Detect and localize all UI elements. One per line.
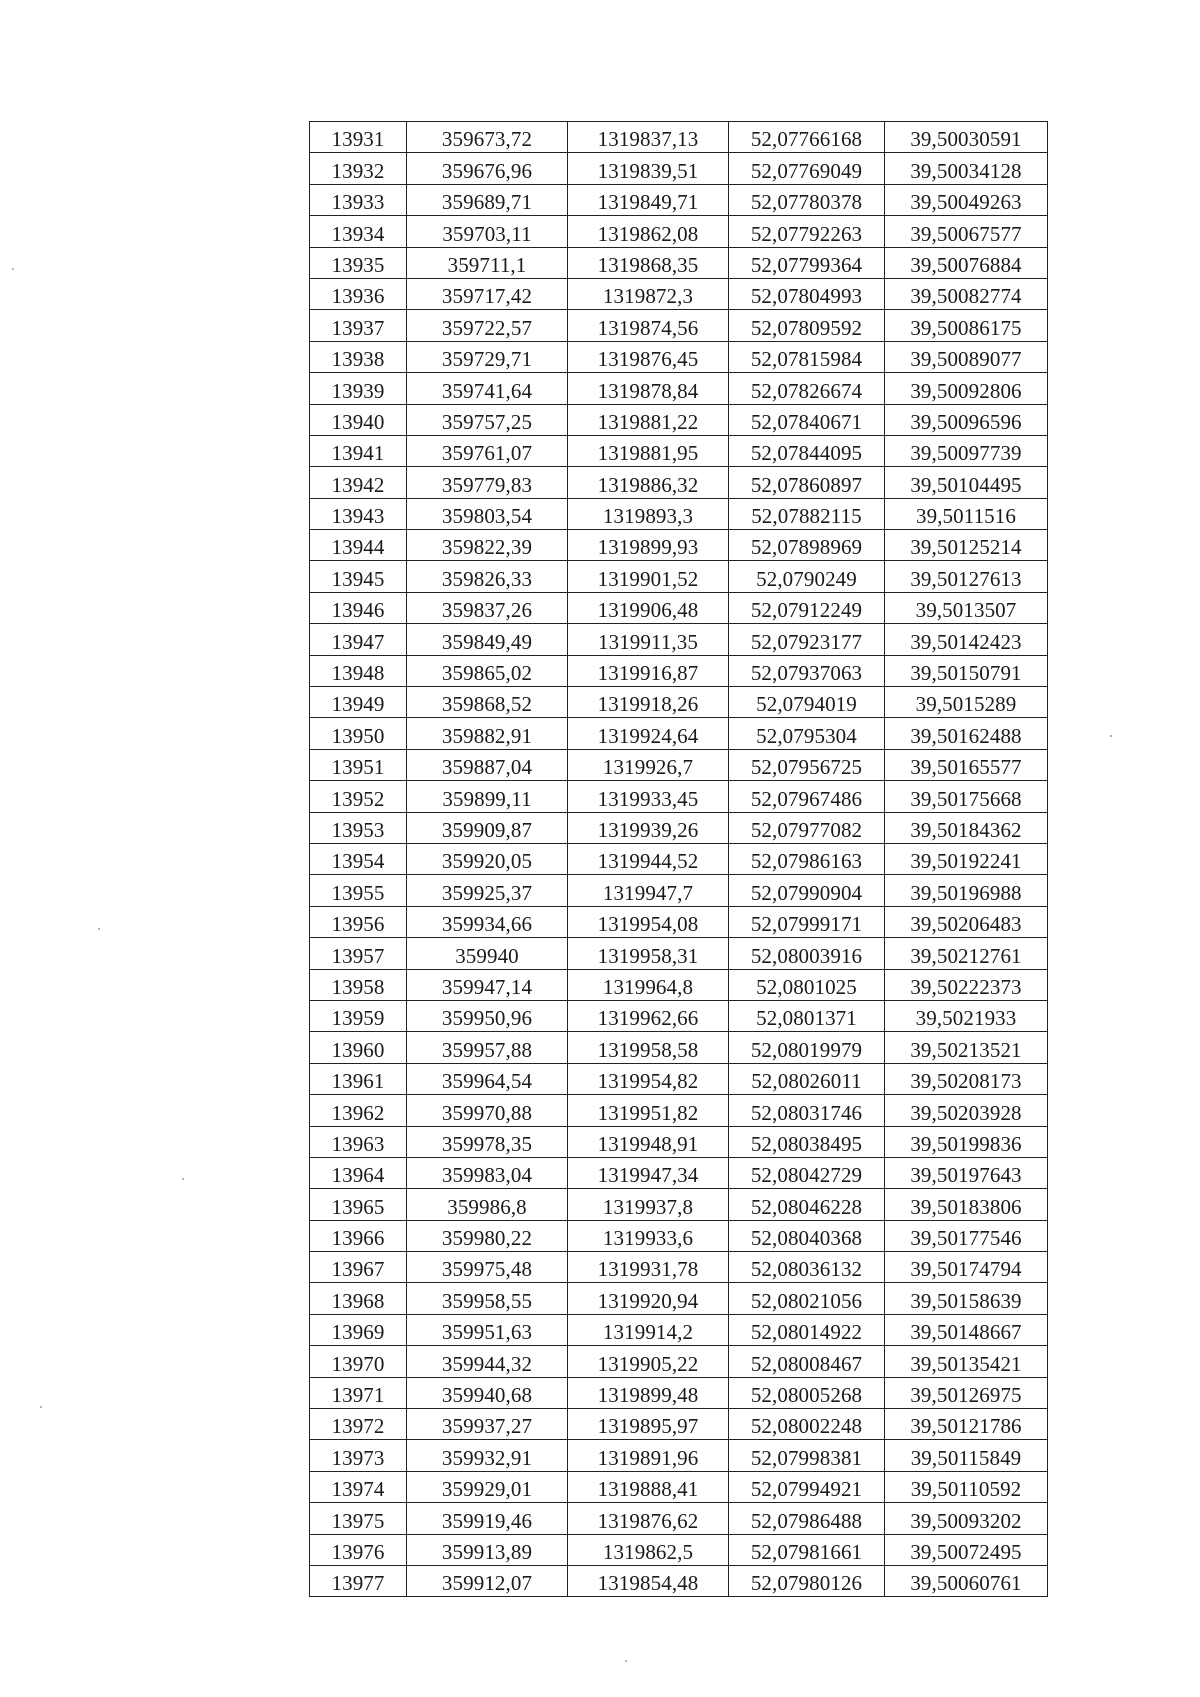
table-row (310, 1000, 1048, 1031)
scan-speck (98, 928, 100, 930)
table-row (310, 184, 1048, 215)
latitude-cell: 52,07882115 (729, 498, 885, 529)
table-row (310, 1503, 1048, 1534)
table-row (310, 592, 1048, 623)
table-row (310, 435, 1048, 466)
latitude-cell: 52,0794019 (729, 687, 885, 718)
latitude-cell: 52,07998381 (729, 1440, 885, 1471)
table-row (310, 1157, 1048, 1188)
x-coordinate-cell: 359849,49 (407, 624, 568, 655)
point-number-cell: 13936 (310, 278, 407, 309)
point-number-cell: 13975 (310, 1503, 407, 1534)
point-number-cell: 13970 (310, 1346, 407, 1377)
y-coordinate-cell: 1319962,66 (568, 1000, 729, 1031)
x-coordinate-cell: 359837,26 (407, 592, 568, 623)
x-coordinate-cell: 359978,35 (407, 1126, 568, 1157)
table-row (310, 1126, 1048, 1157)
y-coordinate-cell: 1319849,71 (568, 184, 729, 215)
longitude-cell: 39,50158639 (885, 1283, 1048, 1314)
point-number-cell: 13961 (310, 1063, 407, 1094)
longitude-cell: 39,50086175 (885, 310, 1048, 341)
latitude-cell: 52,08031746 (729, 1095, 885, 1126)
longitude-cell: 39,50125214 (885, 530, 1048, 561)
table-row (310, 1440, 1048, 1471)
longitude-cell: 39,50222373 (885, 969, 1048, 1000)
table-row (310, 906, 1048, 937)
y-coordinate-cell: 1319886,32 (568, 467, 729, 498)
y-coordinate-cell: 1319951,82 (568, 1095, 729, 1126)
y-coordinate-cell: 1319914,2 (568, 1314, 729, 1345)
y-coordinate-cell: 1319958,58 (568, 1032, 729, 1063)
longitude-cell: 39,50175668 (885, 781, 1048, 812)
scan-speck (40, 1406, 42, 1408)
point-number-cell: 13950 (310, 718, 407, 749)
x-coordinate-cell: 359676,96 (407, 153, 568, 184)
x-coordinate-cell: 359940,68 (407, 1377, 568, 1408)
point-number-cell: 13944 (310, 530, 407, 561)
y-coordinate-cell: 1319958,31 (568, 938, 729, 969)
point-number-cell: 13956 (310, 906, 407, 937)
x-coordinate-cell: 359951,63 (407, 1314, 568, 1345)
x-coordinate-cell: 359920,05 (407, 843, 568, 874)
x-coordinate-cell: 359980,22 (407, 1220, 568, 1251)
longitude-cell: 39,5013507 (885, 592, 1048, 623)
latitude-cell: 52,07898969 (729, 530, 885, 561)
x-coordinate-cell: 359925,37 (407, 875, 568, 906)
x-coordinate-cell: 359937,27 (407, 1409, 568, 1440)
latitude-cell: 52,07912249 (729, 592, 885, 623)
latitude-cell: 52,08038495 (729, 1126, 885, 1157)
point-number-cell: 13948 (310, 655, 407, 686)
latitude-cell: 52,07937063 (729, 655, 885, 686)
x-coordinate-cell: 359950,96 (407, 1000, 568, 1031)
table-row (310, 1565, 1048, 1596)
latitude-cell: 52,07923177 (729, 624, 885, 655)
x-coordinate-cell: 359929,01 (407, 1471, 568, 1502)
point-number-cell: 13972 (310, 1409, 407, 1440)
point-number-cell: 13947 (310, 624, 407, 655)
table-row (310, 812, 1048, 843)
x-coordinate-cell: 359983,04 (407, 1157, 568, 1188)
point-number-cell: 13938 (310, 341, 407, 372)
y-coordinate-cell: 1319954,82 (568, 1063, 729, 1094)
x-coordinate-cell: 359912,07 (407, 1565, 568, 1596)
x-coordinate-cell: 359932,91 (407, 1440, 568, 1471)
y-coordinate-cell: 1319872,3 (568, 278, 729, 309)
latitude-cell: 52,07792263 (729, 216, 885, 247)
table-row (310, 1471, 1048, 1502)
latitude-cell: 52,07804993 (729, 278, 885, 309)
x-coordinate-cell: 359865,02 (407, 655, 568, 686)
point-number-cell: 13966 (310, 1220, 407, 1251)
x-coordinate-cell: 359741,64 (407, 373, 568, 404)
table-row (310, 1220, 1048, 1251)
latitude-cell: 52,0801025 (729, 969, 885, 1000)
longitude-cell: 39,50135421 (885, 1346, 1048, 1377)
point-number-cell: 13977 (310, 1565, 407, 1596)
longitude-cell: 39,50049263 (885, 184, 1048, 215)
point-number-cell: 13943 (310, 498, 407, 529)
point-number-cell: 13969 (310, 1314, 407, 1345)
x-coordinate-cell: 359940 (407, 938, 568, 969)
longitude-cell: 39,50148667 (885, 1314, 1048, 1345)
longitude-cell: 39,50067577 (885, 216, 1048, 247)
point-number-cell: 13974 (310, 1471, 407, 1502)
x-coordinate-cell: 359919,46 (407, 1503, 568, 1534)
point-number-cell: 13958 (310, 969, 407, 1000)
longitude-cell: 39,50104495 (885, 467, 1048, 498)
table-row (310, 718, 1048, 749)
latitude-cell: 52,07977082 (729, 812, 885, 843)
y-coordinate-cell: 1319839,51 (568, 153, 729, 184)
table-row (310, 1095, 1048, 1126)
y-coordinate-cell: 1319893,3 (568, 498, 729, 529)
point-number-cell: 13932 (310, 153, 407, 184)
longitude-cell: 39,50197643 (885, 1157, 1048, 1188)
longitude-cell: 39,50092806 (885, 373, 1048, 404)
latitude-cell: 52,08002248 (729, 1409, 885, 1440)
x-coordinate-cell: 359882,91 (407, 718, 568, 749)
table-row (310, 749, 1048, 780)
x-coordinate-cell: 359717,42 (407, 278, 568, 309)
x-coordinate-cell: 359868,52 (407, 687, 568, 718)
table-row (310, 1314, 1048, 1345)
x-coordinate-cell: 359958,55 (407, 1283, 568, 1314)
longitude-cell: 39,50034128 (885, 153, 1048, 184)
scan-speck (182, 1178, 184, 1180)
latitude-cell: 52,07981661 (729, 1534, 885, 1565)
y-coordinate-cell: 1319944,52 (568, 843, 729, 874)
latitude-cell: 52,07780378 (729, 184, 885, 215)
longitude-cell: 39,50126975 (885, 1377, 1048, 1408)
point-number-cell: 13976 (310, 1534, 407, 1565)
point-number-cell: 13965 (310, 1189, 407, 1220)
table-row (310, 1283, 1048, 1314)
latitude-cell: 52,07999171 (729, 906, 885, 937)
y-coordinate-cell: 1319901,52 (568, 561, 729, 592)
point-number-cell: 13955 (310, 875, 407, 906)
latitude-cell: 52,07990904 (729, 875, 885, 906)
latitude-cell: 52,08019979 (729, 1032, 885, 1063)
table-row (310, 843, 1048, 874)
x-coordinate-cell: 359729,71 (407, 341, 568, 372)
x-coordinate-cell: 359757,25 (407, 404, 568, 435)
y-coordinate-cell: 1319888,41 (568, 1471, 729, 1502)
point-number-cell: 13954 (310, 843, 407, 874)
point-number-cell: 13967 (310, 1252, 407, 1283)
latitude-cell: 52,08026011 (729, 1063, 885, 1094)
table-row (310, 1534, 1048, 1565)
table-row (310, 561, 1048, 592)
latitude-cell: 52,07980126 (729, 1565, 885, 1596)
point-number-cell: 13971 (310, 1377, 407, 1408)
x-coordinate-cell: 359913,89 (407, 1534, 568, 1565)
x-coordinate-cell: 359673,72 (407, 122, 568, 153)
y-coordinate-cell: 1319954,08 (568, 906, 729, 937)
point-number-cell: 13952 (310, 781, 407, 812)
table-row (310, 1377, 1048, 1408)
y-coordinate-cell: 1319905,22 (568, 1346, 729, 1377)
point-number-cell: 13963 (310, 1126, 407, 1157)
x-coordinate-cell: 359822,39 (407, 530, 568, 561)
scan-speck (1110, 735, 1112, 737)
latitude-cell: 52,0795304 (729, 718, 885, 749)
point-number-cell: 13934 (310, 216, 407, 247)
table-row (310, 247, 1048, 278)
point-number-cell: 13951 (310, 749, 407, 780)
y-coordinate-cell: 1319878,84 (568, 373, 729, 404)
latitude-cell: 52,07766168 (729, 122, 885, 153)
latitude-cell: 52,07826674 (729, 373, 885, 404)
longitude-cell: 39,50110592 (885, 1471, 1048, 1502)
longitude-cell: 39,50060761 (885, 1565, 1048, 1596)
latitude-cell: 52,07967486 (729, 781, 885, 812)
point-number-cell: 13949 (310, 687, 407, 718)
point-number-cell: 13937 (310, 310, 407, 341)
x-coordinate-cell: 359689,71 (407, 184, 568, 215)
longitude-cell: 39,50115849 (885, 1440, 1048, 1471)
table-row (310, 1189, 1048, 1220)
latitude-cell: 52,08046228 (729, 1189, 885, 1220)
y-coordinate-cell: 1319906,48 (568, 592, 729, 623)
x-coordinate-cell: 359957,88 (407, 1032, 568, 1063)
latitude-cell: 52,08008467 (729, 1346, 885, 1377)
longitude-cell: 39,50212761 (885, 938, 1048, 969)
y-coordinate-cell: 1319899,48 (568, 1377, 729, 1408)
y-coordinate-cell: 1319933,6 (568, 1220, 729, 1251)
table-row (310, 373, 1048, 404)
table-row (310, 1252, 1048, 1283)
y-coordinate-cell: 1319911,35 (568, 624, 729, 655)
x-coordinate-cell: 359986,8 (407, 1189, 568, 1220)
longitude-cell: 39,50121786 (885, 1409, 1048, 1440)
y-coordinate-cell: 1319881,95 (568, 435, 729, 466)
latitude-cell: 52,08005268 (729, 1377, 885, 1408)
y-coordinate-cell: 1319947,34 (568, 1157, 729, 1188)
y-coordinate-cell: 1319933,45 (568, 781, 729, 812)
point-number-cell: 13973 (310, 1440, 407, 1471)
y-coordinate-cell: 1319854,48 (568, 1565, 729, 1596)
y-coordinate-cell: 1319881,22 (568, 404, 729, 435)
longitude-cell: 39,5021933 (885, 1000, 1048, 1031)
x-coordinate-cell: 359761,07 (407, 435, 568, 466)
y-coordinate-cell: 1319948,91 (568, 1126, 729, 1157)
point-number-cell: 13942 (310, 467, 407, 498)
latitude-cell: 52,07986163 (729, 843, 885, 874)
table-row (310, 216, 1048, 247)
x-coordinate-cell: 359975,48 (407, 1252, 568, 1283)
latitude-cell: 52,07815984 (729, 341, 885, 372)
y-coordinate-cell: 1319916,87 (568, 655, 729, 686)
point-number-cell: 13940 (310, 404, 407, 435)
scan-speck (12, 268, 14, 270)
x-coordinate-cell: 359964,54 (407, 1063, 568, 1094)
y-coordinate-cell: 1319837,13 (568, 122, 729, 153)
scan-speck (625, 1660, 627, 1662)
y-coordinate-cell: 1319899,93 (568, 530, 729, 561)
table-row (310, 153, 1048, 184)
y-coordinate-cell: 1319895,97 (568, 1409, 729, 1440)
longitude-cell: 39,50093202 (885, 1503, 1048, 1534)
longitude-cell: 39,50213521 (885, 1032, 1048, 1063)
point-number-cell: 13962 (310, 1095, 407, 1126)
table-row (310, 404, 1048, 435)
y-coordinate-cell: 1319964,8 (568, 969, 729, 1000)
table-row (310, 1409, 1048, 1440)
x-coordinate-cell: 359703,11 (407, 216, 568, 247)
table-row (310, 467, 1048, 498)
latitude-cell: 52,07994921 (729, 1471, 885, 1502)
y-coordinate-cell: 1319868,35 (568, 247, 729, 278)
point-number-cell: 13931 (310, 122, 407, 153)
table-row (310, 341, 1048, 372)
longitude-cell: 39,50142423 (885, 624, 1048, 655)
latitude-cell: 52,07809592 (729, 310, 885, 341)
y-coordinate-cell: 1319918,26 (568, 687, 729, 718)
x-coordinate-cell: 359944,32 (407, 1346, 568, 1377)
latitude-cell: 52,08042729 (729, 1157, 885, 1188)
x-coordinate-cell: 359711,1 (407, 247, 568, 278)
y-coordinate-cell: 1319926,7 (568, 749, 729, 780)
coordinates-table-body (310, 122, 1048, 1597)
longitude-cell: 39,50208173 (885, 1063, 1048, 1094)
point-number-cell: 13939 (310, 373, 407, 404)
y-coordinate-cell: 1319876,45 (568, 341, 729, 372)
longitude-cell: 39,50089077 (885, 341, 1048, 372)
y-coordinate-cell: 1319874,56 (568, 310, 729, 341)
x-coordinate-cell: 359899,11 (407, 781, 568, 812)
x-coordinate-cell: 359970,88 (407, 1095, 568, 1126)
point-number-cell: 13935 (310, 247, 407, 278)
x-coordinate-cell: 359722,57 (407, 310, 568, 341)
y-coordinate-cell: 1319947,7 (568, 875, 729, 906)
y-coordinate-cell: 1319862,08 (568, 216, 729, 247)
y-coordinate-cell: 1319924,64 (568, 718, 729, 749)
x-coordinate-cell: 359826,33 (407, 561, 568, 592)
latitude-cell: 52,07840671 (729, 404, 885, 435)
x-coordinate-cell: 359803,54 (407, 498, 568, 529)
x-coordinate-cell: 359934,66 (407, 906, 568, 937)
longitude-cell: 39,50076884 (885, 247, 1048, 278)
longitude-cell: 39,50192241 (885, 843, 1048, 874)
point-number-cell: 13941 (310, 435, 407, 466)
y-coordinate-cell: 1319937,8 (568, 1189, 729, 1220)
longitude-cell: 39,50206483 (885, 906, 1048, 937)
x-coordinate-cell: 359779,83 (407, 467, 568, 498)
y-coordinate-cell: 1319920,94 (568, 1283, 729, 1314)
latitude-cell: 52,07860897 (729, 467, 885, 498)
point-number-cell: 13960 (310, 1032, 407, 1063)
table-row (310, 1063, 1048, 1094)
x-coordinate-cell: 359909,87 (407, 812, 568, 843)
longitude-cell: 39,50082774 (885, 278, 1048, 309)
point-number-cell: 13968 (310, 1283, 407, 1314)
latitude-cell: 52,0790249 (729, 561, 885, 592)
longitude-cell: 39,50030591 (885, 122, 1048, 153)
y-coordinate-cell: 1319939,26 (568, 812, 729, 843)
longitude-cell: 39,50072495 (885, 1534, 1048, 1565)
point-number-cell: 13933 (310, 184, 407, 215)
table-row (310, 969, 1048, 1000)
point-number-cell: 13945 (310, 561, 407, 592)
longitude-cell: 39,50184362 (885, 812, 1048, 843)
table-row (310, 875, 1048, 906)
table-row (310, 278, 1048, 309)
table-row (310, 687, 1048, 718)
longitude-cell: 39,50165577 (885, 749, 1048, 780)
latitude-cell: 52,08014922 (729, 1314, 885, 1345)
longitude-cell: 39,50183806 (885, 1189, 1048, 1220)
y-coordinate-cell: 1319876,62 (568, 1503, 729, 1534)
latitude-cell: 52,07986488 (729, 1503, 885, 1534)
point-number-cell: 13953 (310, 812, 407, 843)
table-row (310, 498, 1048, 529)
longitude-cell: 39,50199836 (885, 1126, 1048, 1157)
coordinates-table (309, 121, 1048, 1597)
longitude-cell: 39,50096596 (885, 404, 1048, 435)
table-row (310, 530, 1048, 561)
latitude-cell: 52,08040368 (729, 1220, 885, 1251)
table-row (310, 122, 1048, 153)
x-coordinate-cell: 359947,14 (407, 969, 568, 1000)
latitude-cell: 52,07799364 (729, 247, 885, 278)
table-row (310, 655, 1048, 686)
longitude-cell: 39,50162488 (885, 718, 1048, 749)
point-number-cell: 13964 (310, 1157, 407, 1188)
y-coordinate-cell: 1319931,78 (568, 1252, 729, 1283)
longitude-cell: 39,50177546 (885, 1220, 1048, 1251)
x-coordinate-cell: 359887,04 (407, 749, 568, 780)
latitude-cell: 52,08036132 (729, 1252, 885, 1283)
longitude-cell: 39,50150791 (885, 655, 1048, 686)
latitude-cell: 52,07956725 (729, 749, 885, 780)
y-coordinate-cell: 1319862,5 (568, 1534, 729, 1565)
latitude-cell: 52,07844095 (729, 435, 885, 466)
point-number-cell: 13946 (310, 592, 407, 623)
longitude-cell: 39,50196988 (885, 875, 1048, 906)
latitude-cell: 52,0801371 (729, 1000, 885, 1031)
table-row (310, 1346, 1048, 1377)
latitude-cell: 52,08021056 (729, 1283, 885, 1314)
table-row (310, 624, 1048, 655)
longitude-cell: 39,5015289 (885, 687, 1048, 718)
longitude-cell: 39,5011516 (885, 498, 1048, 529)
latitude-cell: 52,07769049 (729, 153, 885, 184)
latitude-cell: 52,08003916 (729, 938, 885, 969)
table-row (310, 938, 1048, 969)
y-coordinate-cell: 1319891,96 (568, 1440, 729, 1471)
table-row (310, 310, 1048, 341)
longitude-cell: 39,50174794 (885, 1252, 1048, 1283)
table-row (310, 1032, 1048, 1063)
point-number-cell: 13957 (310, 938, 407, 969)
longitude-cell: 39,50097739 (885, 435, 1048, 466)
longitude-cell: 39,50203928 (885, 1095, 1048, 1126)
longitude-cell: 39,50127613 (885, 561, 1048, 592)
table-row (310, 781, 1048, 812)
point-number-cell: 13959 (310, 1000, 407, 1031)
